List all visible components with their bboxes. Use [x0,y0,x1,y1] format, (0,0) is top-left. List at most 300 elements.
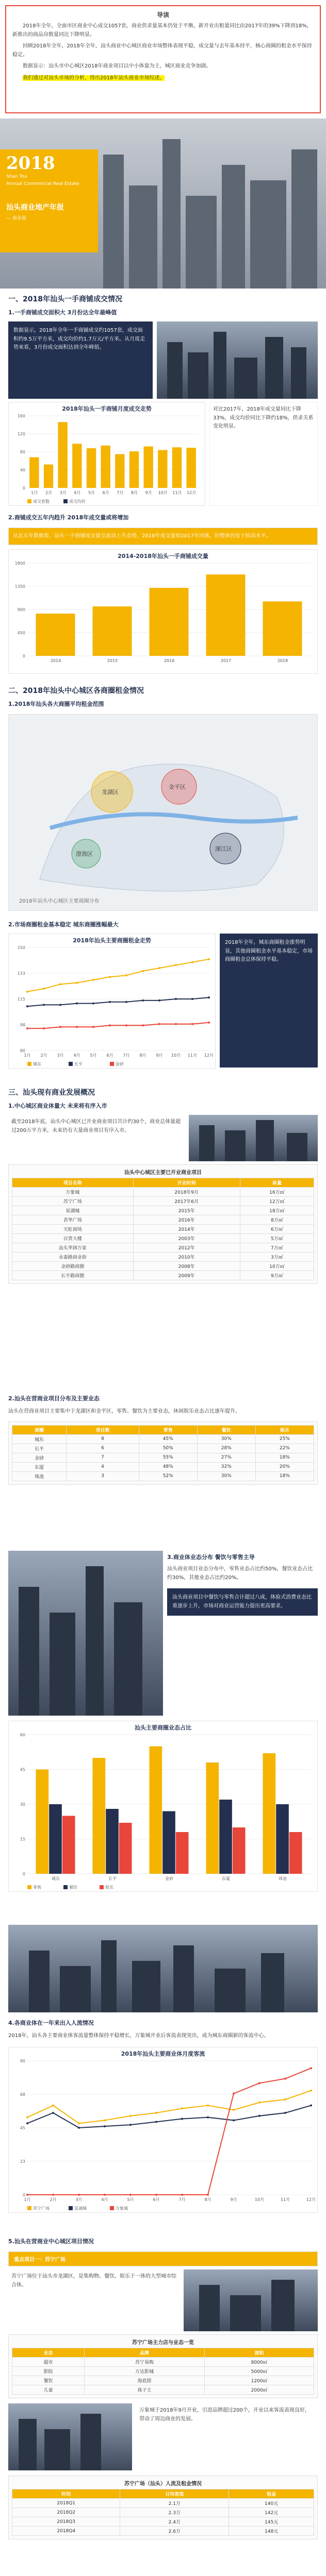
x-tick-label: 2018 [277,658,288,663]
section-6-text: 汕头在营商业项目主要集中于龙湖区和金平区，零售、餐饮为主要业态，休闲娱乐业态占比逐年提升。 [8,1409,240,1414]
table-5-row [12,1197,314,1206]
table-6-cell: 45% [139,1434,197,1444]
table-9b-head-0: 时间 [12,2489,120,2499]
table-9b-row [12,2499,314,2508]
table-5-row [12,1252,314,1262]
table-6-head-1: 项目数 [67,1425,139,1434]
data-point [43,988,45,990]
table-5-cell: 百货大楼 [12,1234,134,1243]
data-point [78,2194,80,2196]
data-point [92,1026,94,1028]
table-6-cell: 6 [67,1444,139,1453]
data-point [26,1005,28,1007]
legend-swatch [110,2206,114,2210]
bar [101,446,110,488]
intro-heading: 导读 [156,11,169,19]
table-6-row [12,1434,314,1444]
table-6-head-0: 商圈 [12,1425,67,1434]
data-point [310,2089,312,2091]
bar [186,448,195,488]
table-5 [8,1164,318,1284]
section-1-photo [157,321,318,399]
table-9a-head-0: 业态 [12,2348,85,2358]
table-9b-cell: 2018Q3 [12,2517,120,2527]
legend-label: 苏宁广场 [33,2206,50,2211]
x-tick-label: 1月 [24,2197,31,2202]
data-point [207,2116,209,2118]
bar [206,1762,219,1874]
data-point [181,2194,183,2196]
y-tick-label: 1350 [14,584,25,589]
intro-p2: 回顾2018年全年，2018年全年，汕头商业中心城区商业市场整体表现平稳，成交量与去年基本持平，核心商圈的租金水平保持稳定。 [12,43,312,58]
data-point [158,1023,160,1025]
bar [93,1758,106,1874]
x-tick-label: 10月 [158,490,168,495]
data-point [208,1022,210,1024]
x-tick-label: 城东 [52,1876,60,1881]
bar [276,1804,289,1874]
map-label-1: 金平区 [169,784,186,790]
cover-city: Shan Tou [6,174,27,179]
x-tick-label: 2月 [40,1053,47,1058]
table-6-cell: 20% [255,1462,314,1471]
table-6-cell: 30% [197,1434,255,1444]
table-5-head-1: 开业时间 [133,1178,240,1188]
legend-swatch [110,1062,114,1066]
x-tick-label: 2017 [220,658,232,663]
table-6-row [12,1444,314,1453]
data-point [59,1026,61,1028]
table-9a-cell: 餐饮 [12,2376,85,2385]
table-9a-row [12,2376,314,2385]
series-line [27,2090,311,2123]
data-point [76,1003,78,1005]
table-9b-cell: 142元 [229,2508,314,2517]
table-9b [8,2476,318,2539]
data-point [155,2112,157,2114]
y-tick-label: 0 [22,1872,25,1876]
map-note: 2018年汕头中心城区主要商圈分布 [19,899,100,904]
table-6 [8,1421,318,1485]
x-tick-label: 7月 [123,1053,130,1058]
legend-label: 长平 [74,1062,83,1066]
data-point [104,2194,106,2196]
table-9a-cell: 8000㎡ [205,2358,314,2367]
x-tick-label: 12月 [187,490,197,495]
table-9b-cell: 2.3万 [120,2508,229,2517]
y-tick-label: 98 [20,1023,25,1027]
table-6-cell: 3 [67,1471,139,1481]
table-6-cell: 金砂 [12,1453,67,1462]
data-point [92,1003,94,1005]
table-5-cell: 2010年 [133,1252,240,1262]
data-point [233,2092,235,2094]
data-point [109,1001,111,1003]
table-5-cell: 10万㎡ [240,1262,314,1271]
section-1-title: 一、2018年汕头一手商铺成交情况 [0,289,326,305]
cover-sub: Annual Commercial Real Estate [6,181,79,187]
table-5-cell: 9万㎡ [240,1271,314,1280]
section-4-text: 2018年全年，城东商圈租金涨势明显，其他商圈租金水平基本稳定，市场商圈租金总体保持平稳。 [220,934,318,1067]
data-point [175,998,177,1000]
data-point [258,2082,260,2084]
x-tick-label: 3月 [59,490,67,495]
table-5-row [12,1234,314,1243]
table-5-cell: 金砂路商圈 [12,1262,134,1271]
data-point [175,964,177,966]
chart-title: 汕头主要商圈业态占比 [135,1724,191,1731]
table-5-cell: 长平路商圈 [12,1271,134,1280]
x-tick-label: 7月 [178,2197,186,2202]
x-tick-label: 2月 [45,490,53,495]
section-9 [0,2234,326,2576]
data-point [258,2101,260,2103]
table-9a-cell: 2000㎡ [205,2385,314,2395]
table-5-row [12,1215,314,1225]
legend-swatch [63,1885,68,1889]
table-5-head-0: 项目名称 [12,1178,134,1188]
data-point [233,2109,235,2111]
data-point [155,2121,157,2123]
section-5 [0,1082,326,1391]
legend-label: 星湖城 [74,2206,87,2211]
x-tick-label: 11月 [172,490,182,495]
y-tick-label: 30 [20,1802,25,1807]
series-line [27,1023,209,1028]
section-4 [0,917,326,1082]
bar [219,1800,232,1874]
table-9b-cell: 2018Q1 [12,2499,120,2508]
data-point [258,2114,260,2116]
table-5-cell: 6万㎡ [240,1225,314,1234]
data-point [52,2104,54,2106]
bar [29,457,39,488]
chart-title: 2014-2018年汕头一手商铺成交量 [118,553,208,560]
data-point [129,2124,132,2126]
legend-swatch [100,1885,104,1889]
bar [106,1809,119,1874]
x-tick-label: 9月 [156,1053,163,1058]
table-5-cell: 2012年 [133,1243,240,1252]
section-7-photo [8,1551,163,1716]
data-point [125,1024,127,1026]
map-label-3: 澄海区 [76,851,93,857]
legend-label: 娱乐 [105,1885,113,1890]
y-tick-label: 60 [20,1733,25,1737]
table-6-cell: 32% [197,1462,255,1471]
data-point [125,1001,127,1003]
data-point [109,976,111,978]
cover-year: 2018 [6,153,55,174]
table-9a-head-2: 面积 [205,2348,314,2358]
table-6-cell: 7 [67,1453,139,1462]
table-5-cell: 2003年 [133,1234,240,1243]
y-tick-label: 900 [17,607,25,612]
table-6-grid [12,1425,314,1481]
legend-label: 零售 [33,1885,41,1890]
table-6-cell: 30% [197,1471,255,1481]
x-tick-label: 7月 [117,490,124,495]
table-5-row [12,1188,314,1197]
intro-p1: 2018年全年，全面市区商业中心成交1057套，商业供求量基本仍处于平衡，新开业出租量同比由2017年的39%下降到18%，新推出的商品房数量同比下降明显。 [12,23,312,38]
table-6-cell: 52% [139,1471,197,1481]
table-6-head-3: 餐饮 [197,1425,255,1434]
table-5-cell: 16万㎡ [240,1188,314,1197]
section-3 [0,680,326,917]
y-tick-label: 40 [20,468,25,472]
x-tick-label: 8月 [204,2197,211,2202]
bar [49,1804,62,1874]
y-tick-label: 0 [22,654,25,658]
y-tick-label: 133 [17,971,25,976]
data-point [142,970,144,972]
section-5-photo [189,1115,318,1161]
bar [150,1747,162,1874]
legend-swatch [27,2206,31,2210]
x-tick-label: 3月 [75,2197,83,2202]
table-6-cell: 东厦 [12,1462,67,1471]
data-point [43,1004,45,1006]
table-9a-cell: 5000㎡ [205,2367,314,2376]
data-point [181,2107,183,2109]
bar [115,454,124,488]
section-7-left-text: 汕头商业项目中餐饮与零售合计超过八成，体验式消费业态比重逐步上升，市场对商业运营能力提出更高要求。 [167,1588,318,1616]
data-point [155,2194,157,2196]
bar [176,1832,189,1874]
section-5-sub: 1.中心城区商业体量大 未来将有序入市 [8,1103,107,1109]
chart-2-svg [9,550,317,673]
bar [233,1827,246,1874]
table-9a-cell: 超市 [12,2358,85,2367]
bar [162,1811,175,1874]
bar [119,1823,132,1874]
data-point [26,2194,28,2196]
legend-swatch [27,1885,31,1889]
table-9b-title: 苏宁广场（汕头）人流及租金情况 [124,2481,202,2487]
data-point [78,2122,80,2124]
data-point [104,2119,106,2121]
section-2 [0,510,326,680]
section-5-text: 截至2018年底，汕头中心城区已开业商业项目共计约30个，商业总体量超过200万平方米，未来仍有大量商业项目有序入市。 [11,1119,181,1133]
intro-highlight [12,74,314,83]
section-6 [0,1391,326,1546]
x-tick-label: 6月 [106,1053,113,1058]
x-tick-label: 5月 [90,1053,97,1058]
x-tick-label: 11月 [280,2197,290,2202]
y-tick-label: 1800 [14,561,25,566]
data-point [52,2112,54,2114]
data-point [129,2194,132,2196]
table-9b-head-1: 日均客流 [120,2489,229,2499]
map-label-0: 龙湖区 [102,789,119,795]
table-6-cell: 城东 [12,1434,67,1444]
table-9a-row [12,2367,314,2376]
series-line [27,2068,311,2195]
x-tick-label: 11月 [187,1053,198,1058]
x-tick-label: 12月 [306,2197,316,2202]
data-point [59,1004,61,1006]
y-tick-label: 160 [17,414,25,418]
data-point [207,2194,209,2196]
chart-8-svg [9,2047,317,2212]
x-tick-label: 长平 [108,1876,117,1881]
x-tick-label: 10月 [254,2197,265,2202]
table-5-title: 汕头中心城区主要已开业商业项目 [124,1170,202,1176]
y-tick-label: 0 [22,2192,25,2197]
bar [150,588,189,656]
section-9-title: 5.汕头在营商业中心城区项目情况 [8,2238,94,2245]
intro-box [5,5,321,113]
legend-label: 成交均价 [69,499,86,504]
table-6-cell: 50% [139,1444,197,1453]
table-6-head-4: 娱乐 [255,1425,314,1434]
section-9-text: 苏宁广场位于汕头市龙湖区，是集购物、餐饮、娱乐于一体的大型城市综合体。 [11,2274,176,2288]
section-5-title: 三、汕头现有商业发展概况 [0,1082,326,1098]
map-svg [9,715,317,910]
chart-1-svg [9,402,205,505]
data-point [207,2104,209,2106]
data-point [26,991,28,993]
data-point [26,1027,28,1029]
bar [263,601,302,656]
section-9-text2: 万象城于2018年9月开业，引进品牌超过200个，开业以来客流表现良好，带动了周边商业的发展。 [139,2408,310,2422]
table-5-cell: 永泰路商业街 [12,1252,134,1262]
data-point [284,2112,286,2114]
table-5-row [12,1225,314,1234]
x-tick-label: 4月 [74,490,81,495]
x-tick-label: 12月 [204,1053,214,1058]
intro-p3: 数据显示：汕头市中心城区2018年商业项目以中小体量为主，城区商业竞争加剧。 [23,63,211,69]
table-9b-cell: 2018Q2 [12,2508,120,2517]
table-9a-head-1: 品牌 [84,2348,204,2358]
legend-label: 成交套数 [33,499,50,504]
table-5-cell: 万象城 [12,1188,134,1197]
x-tick-label: 珠池 [279,1876,287,1881]
table-5-cell: 2009年 [133,1271,240,1280]
x-tick-label: 4月 [101,2197,108,2202]
chart-4-svg [9,934,215,1068]
bar [263,1753,276,1874]
table-6-cell: 8 [67,1434,139,1444]
data-point [76,982,78,984]
data-point [76,1026,78,1028]
section-8-title: 4.各商业体在一年来出入人流情况 [8,2020,94,2026]
map-label-2: 濠江区 [215,845,232,852]
bar [62,1816,75,1874]
x-tick-label: 2月 [50,2197,57,2202]
cover-banner [0,118,326,289]
bar [93,606,132,656]
section-2-text: 从近五年数据看，汕头一手商铺成交量呈波动上升态势，2018年成交量较2017年回落，但整体仍处于较高水平。 [8,528,318,545]
data-point [59,983,61,985]
table-5-cell: 天虹商场 [12,1225,134,1234]
table-9a-cell: 影院 [12,2367,85,2376]
x-tick-label: 3月 [57,1053,64,1058]
data-point [158,967,160,969]
x-tick-label: 1月 [31,490,38,495]
y-tick-label: 0 [22,486,25,490]
section-8-text: 2018年，汕头各主要商业体客流量整体保持平稳增长，万象城开业后客流表现突出，成为城东商圈新的客流中心。 [8,2033,269,2039]
data-point [208,996,210,998]
legend-label: 城东 [33,1062,41,1066]
cover-title-box [0,149,98,252]
section-9-sub: 重点项目一：苏宁广场 [8,2251,318,2266]
table-9b-cell: 145元 [229,2517,314,2527]
bar [58,422,67,488]
section-9-photo-1 [184,2269,318,2331]
table-9a-row [12,2358,314,2367]
section-3-sub: 1.2018年汕头各大商圈平均租金范围 [8,701,104,707]
data-point [310,2104,312,2106]
legend-swatch [69,1062,73,1066]
table-6-cell: 25% [255,1434,314,1444]
data-point [208,958,210,960]
table-5-cell: 君华广场 [12,1215,134,1225]
table-9b-cell: 140元 [229,2499,314,2508]
data-point [284,2077,286,2079]
section-7-text: 汕头商业项目业态分布中，零售业态占比约50%，餐饮业态占比约30%，其他业态占比约20%。 [167,1566,313,1581]
table-6-cell: 27% [197,1453,255,1462]
data-point [129,2114,132,2116]
legend-label: 金砂 [116,1062,124,1066]
table-9a-cell: 万达影城 [84,2367,204,2376]
legend-label: 万象城 [116,2206,128,2211]
table-5-cell: 8万㎡ [240,1215,314,1225]
y-tick-label: 150 [17,945,25,950]
data-point [233,2119,235,2121]
data-point [109,1024,111,1026]
data-point [26,2122,28,2124]
table-9b-cell: 2018Q4 [12,2527,120,2536]
legend-swatch [69,2206,73,2210]
y-tick-label: 115 [17,997,25,1002]
section-7 [0,1551,326,1922]
y-tick-label: 80 [20,450,25,454]
table-5-cell: 12万㎡ [240,1197,314,1206]
table-9b-cell: 148元 [229,2527,314,2536]
bar [158,450,167,488]
data-point [310,2067,312,2069]
x-tick-label: 4月 [73,1053,80,1058]
data-point [104,2125,106,2127]
x-tick-label: 5月 [88,490,95,495]
table-6-cell: 4 [67,1462,139,1471]
x-tick-label: 9月 [145,490,152,495]
section-3-title: 二、2018年汕头中心城区各商圈租金情况 [0,680,326,697]
x-tick-label: 6月 [153,2197,160,2202]
x-tick-label: 2014 [50,658,61,663]
table-9a-row [12,2385,314,2395]
section-4-title: 2.市场商圈租金基本稳定 城东商圈涨幅最大 [8,921,119,928]
bar [87,448,96,488]
x-tick-label: 2015 [107,658,118,663]
table-5-cell: 苏宁广场 [12,1197,134,1206]
chart-1 [8,402,205,506]
table-5-cell: 2015年 [133,1206,240,1215]
data-point [142,1024,144,1026]
bar [36,614,75,656]
table-6-cell: 长平 [12,1444,67,1453]
table-5-row [12,1206,314,1215]
table-5-cell: 2018年9月 [133,1188,240,1197]
section-1-note: 对比2017年，2018年成交量同比下降33%，成交均价同比下降约18%，供求关系变化明显。 [209,402,318,506]
legend-swatch [63,499,68,503]
data-point [158,999,160,1002]
table-9a-cell: 海底捞 [84,2376,204,2385]
table-6-row [12,1462,314,1471]
data-point [175,1023,177,1025]
table-9a-title: 苏宁广场主力店与业态一览 [132,2340,194,2346]
